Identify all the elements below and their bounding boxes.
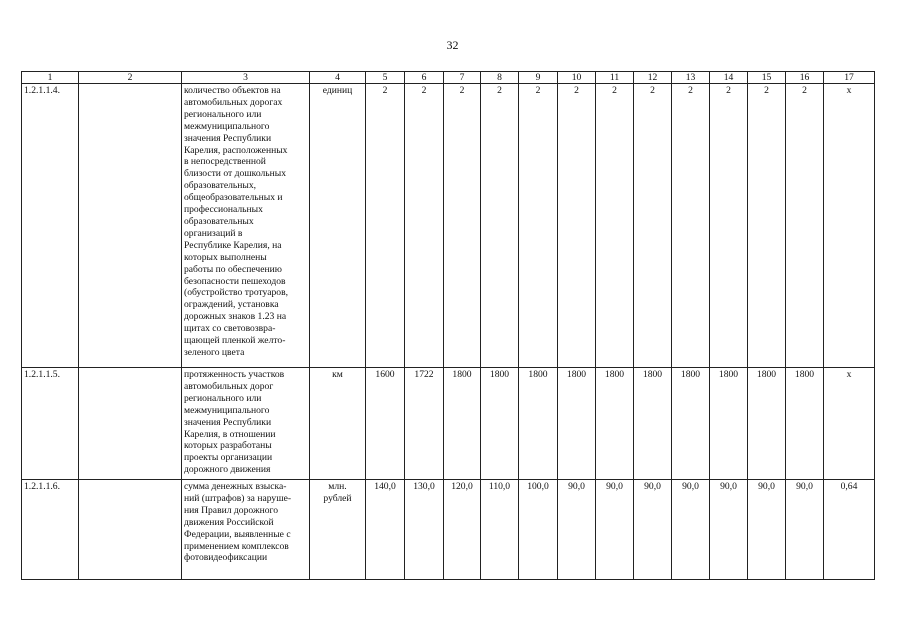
description-line: которых разработаны	[184, 440, 272, 452]
description-line: регионального или	[184, 392, 262, 404]
value-col-11: 2	[596, 84, 634, 368]
value-col-8: 1800	[481, 368, 519, 480]
value-col-10: 2	[558, 84, 596, 368]
value-col-8: 110,0	[481, 480, 519, 580]
value-col-11: 1800	[596, 368, 634, 480]
value-col-15: 90,0	[748, 480, 786, 580]
row-description	[182, 480, 310, 580]
row-col17: х	[824, 368, 875, 480]
value-col-13: 2	[672, 84, 710, 368]
column-header-13: 13	[672, 72, 710, 84]
column-header-10: 10	[558, 72, 596, 84]
description-line: щитах со световозвра-	[184, 323, 276, 335]
value-col-6: 2	[405, 84, 444, 368]
description-line: дорожного движения	[184, 464, 271, 476]
description-line: (обустройство тротуаров,	[184, 287, 289, 299]
column-header-16: 16	[786, 72, 824, 84]
row-col17: х	[824, 84, 875, 368]
description-line: Карелия, расположенных	[184, 144, 288, 156]
value-col-15: 1800	[748, 368, 786, 480]
row-code: 1.2.1.1.6.	[22, 480, 79, 580]
description-line: Республике Карелия, на	[184, 239, 282, 251]
value-col-14: 2	[710, 84, 748, 368]
row-code: 1.2.1.1.5.	[22, 368, 79, 480]
row-col17: 0,64	[824, 480, 875, 580]
table-row	[22, 368, 875, 480]
value-col-16: 2	[786, 84, 824, 368]
description-line: ограждений, установка	[184, 299, 279, 311]
description-line: зеленого цвета	[184, 346, 245, 358]
value-col-16: 90,0	[786, 480, 824, 580]
description-line: щающей пленкой желто-	[184, 335, 286, 347]
value-col-11: 90,0	[596, 480, 634, 580]
value-col-12: 2	[634, 84, 672, 368]
description-line: протяженность участков	[184, 369, 285, 380]
value-col-5: 1600	[366, 368, 405, 480]
column-header-2: 2	[79, 72, 182, 84]
column-header-17: 17	[824, 72, 875, 84]
description-line: ния Правил дорожного	[184, 504, 278, 516]
description-line: автомобильных дорогах	[184, 96, 283, 108]
description-line: которых выполнены	[184, 251, 267, 263]
description-line: в непосредственной	[184, 156, 266, 168]
column-header-3: 3	[182, 72, 310, 84]
column-header-6: 6	[405, 72, 444, 84]
value-col-7: 1800	[444, 368, 481, 480]
unit-line: км	[332, 369, 343, 380]
table-row	[22, 480, 875, 580]
description-line: проекты организации	[184, 452, 273, 464]
column-header-7: 7	[444, 72, 481, 84]
description-line: межмуниципального	[184, 404, 270, 416]
indicator-table	[21, 71, 875, 580]
page-number: 32	[446, 38, 459, 52]
row-unit	[310, 480, 366, 580]
value-col-6: 130,0	[405, 480, 444, 580]
unit-line: млн.	[328, 481, 347, 492]
value-col-7: 2	[444, 84, 481, 368]
value-col-10: 90,0	[558, 480, 596, 580]
description-line: фотовидеофиксации	[184, 552, 268, 564]
description-line: организаций в	[184, 227, 243, 239]
value-col-9: 100,0	[519, 480, 558, 580]
description-line: значения Республики	[184, 416, 272, 428]
description-line: автомобильных дорог	[184, 380, 274, 392]
column-header-1: 1	[22, 72, 79, 84]
value-col-12: 90,0	[634, 480, 672, 580]
row-col2	[79, 480, 182, 580]
column-header-12: 12	[634, 72, 672, 84]
row-unit	[310, 84, 366, 368]
description-line: образовательных	[184, 215, 254, 227]
column-header-9: 9	[519, 72, 558, 84]
description-line: дорожных знаков 1.23 на	[184, 311, 287, 323]
value-col-10: 1800	[558, 368, 596, 480]
description-line: Карелия, в отношении	[184, 428, 276, 440]
column-header-15: 15	[748, 72, 786, 84]
unit-line: рублей	[323, 492, 352, 504]
value-col-9: 2	[519, 84, 558, 368]
column-header-4: 4	[310, 72, 366, 84]
description-line: безопасности пешеходов	[184, 275, 286, 287]
value-col-16: 1800	[786, 368, 824, 480]
table-header-row	[22, 72, 875, 84]
column-header-14: 14	[710, 72, 748, 84]
row-unit	[310, 368, 366, 480]
row-description	[182, 368, 310, 480]
row-col2	[79, 84, 182, 368]
value-col-13: 1800	[672, 368, 710, 480]
value-col-13: 90,0	[672, 480, 710, 580]
unit-line: единиц	[322, 85, 353, 96]
row-code: 1.2.1.1.4.	[22, 84, 79, 368]
value-col-8: 2	[481, 84, 519, 368]
column-header-11: 11	[596, 72, 634, 84]
description-line: применением комплексов	[184, 540, 289, 552]
column-header-5: 5	[366, 72, 405, 84]
value-col-5: 2	[366, 84, 405, 368]
description-line: образовательных,	[184, 180, 257, 192]
description-line: общеобразовательных и	[184, 192, 283, 204]
value-col-6: 1722	[405, 368, 444, 480]
description-line: количество объектов на	[184, 85, 281, 96]
value-col-7: 120,0	[444, 480, 481, 580]
value-col-9: 1800	[519, 368, 558, 480]
description-line: ний (штрафов) за наруше-	[184, 492, 292, 504]
description-line: Федерации, выявленные с	[184, 528, 291, 540]
description-line: близости от дошкольных	[184, 168, 287, 180]
description-line: межмуниципального	[184, 120, 270, 132]
description-line: профессиональных	[184, 204, 263, 216]
description-line: движения Российской	[184, 516, 274, 528]
description-line: значения Республики	[184, 132, 272, 144]
value-col-12: 1800	[634, 368, 672, 480]
row-col2	[79, 368, 182, 480]
value-col-5: 140,0	[366, 480, 405, 580]
description-line: сумма денежных взыска-	[184, 481, 287, 492]
value-col-14: 90,0	[710, 480, 748, 580]
description-line: работы по обеспечению	[184, 263, 282, 275]
value-col-15: 2	[748, 84, 786, 368]
description-line: регионального или	[184, 108, 262, 120]
value-col-14: 1800	[710, 368, 748, 480]
table-row	[22, 84, 875, 368]
column-header-8: 8	[481, 72, 519, 84]
row-description	[182, 84, 310, 368]
